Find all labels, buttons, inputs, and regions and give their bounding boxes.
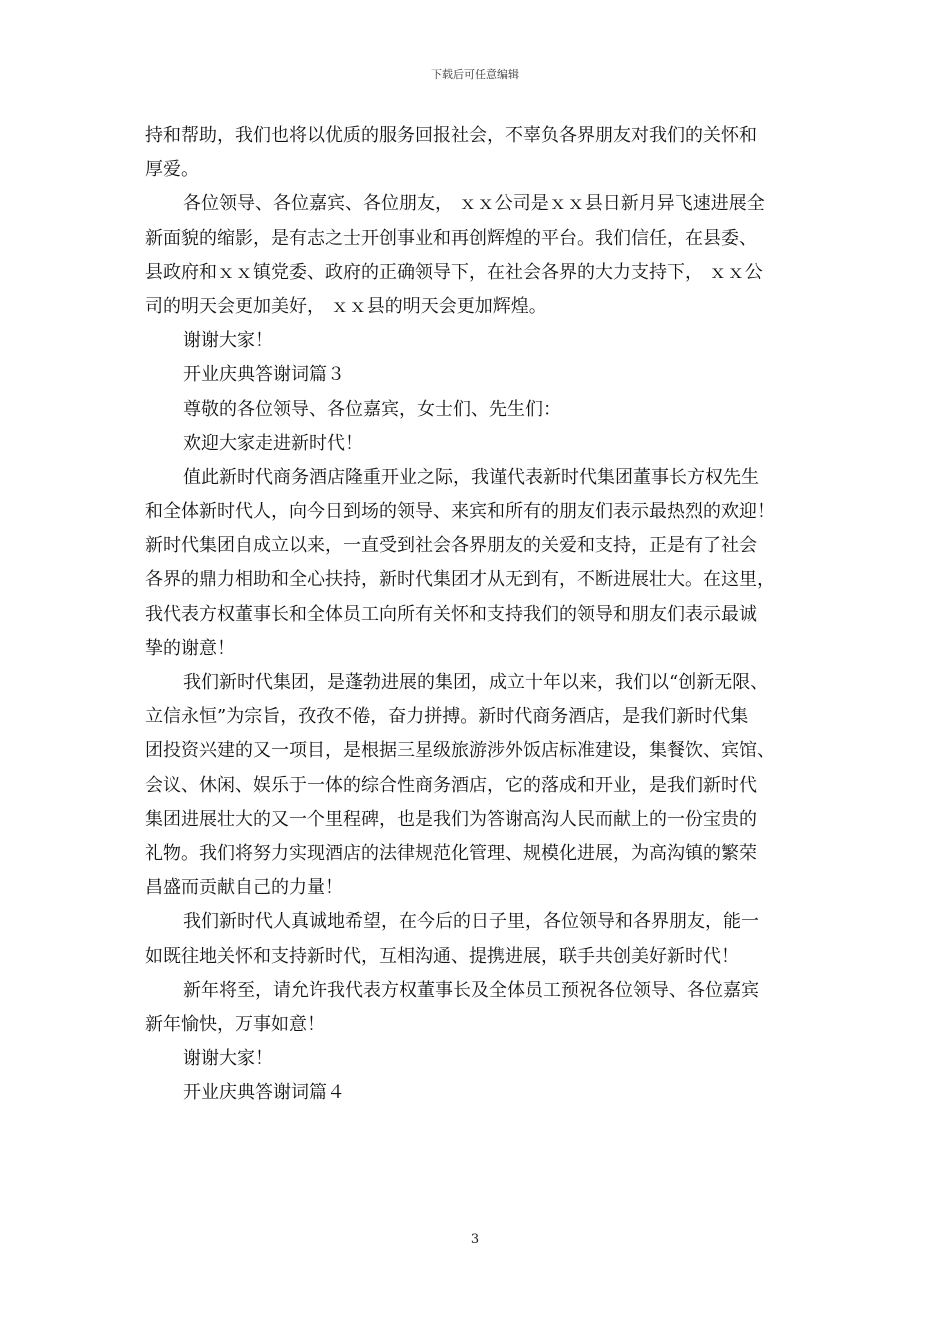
text-line: 持和帮助，我们也将以优质的服务回报社会，不辜负各界朋友对我们的关怀和 [145,125,757,146]
text-line: 司的明天会更加美好， ｘｘ县的明天会更加辉煌。 [145,295,547,317]
section-heading: 开业庆典答谢词篇３ [183,364,345,386]
text-line: 会议、休闲、娱乐于一体的综合性商务酒店，它的落成和开业，是我们新时代 [145,774,757,796]
section-heading: 开业庆典答谢词篇４ [183,1082,345,1104]
text-line: 值此新时代商务酒店隆重开业之际，我谨代表新时代集团董事长方权先生 [183,466,759,488]
text-line: 谢谢大家！ [183,330,273,352]
text-line: 县政府和ｘｘ镇党委、政府的正确领导下，在社会各界的大力支持下， ｘｘ公 [145,261,763,283]
text-line: 新年愉快，万事如意！ [145,1013,325,1035]
text-line: 团投资兴建的又一项目，是根据三星级旅游涉外饭店标准建设，集餐饮、宾馆、 [145,740,775,762]
page-header-note: 下载后可任意编辑 [431,68,519,81]
text-line: 尊敬的各位领导、各位嘉宾，女士们、先生们： [183,398,561,420]
text-line: 厚爱。 [145,159,199,181]
text-line: 新年将至，请允许我代表方权董事长及全体员工预祝各位领导、各位嘉宾 [183,979,759,1001]
text-line: 我代表方权董事长和全体员工向所有关怀和支持我们的领导和朋友们表示最诚 [145,603,757,625]
text-line: 各位领导、各位嘉宾、各位朋友， ｘｘ公司是ｘｘ县日新月异飞速进展全 [183,193,765,215]
text-line: 立信永恒”为宗旨，孜孜不倦，奋力拼搏。新时代商务酒店，是我们新时代集 [145,706,749,728]
text-line: 各界的鼎力相助和全心扶持，新时代集团才从无到有，不断进展壮大。在这里， [145,569,775,591]
text-line: 谢谢大家！ [183,1048,273,1070]
text-line: 和全体新时代人，向今日到场的领导、来宾和所有的朋友们表示最热烈的欢迎！ [145,501,775,523]
text-line: 欢迎大家走进新时代！ [183,432,363,454]
text-line: 集团进展壮大的又一个里程碑，也是我们为答谢高沟人民而献上的一份宝贵的 [145,808,757,830]
text-line: 我们新时代集团，是蓬勃进展的集团，成立十年以来，我们以“创新无限、 [183,672,769,693]
text-line: 我们新时代人真诚地希望，在今后的日子里，各位领导和各界朋友，能一 [183,911,759,933]
text-line: 挚的谢意！ [145,637,235,659]
document-body [145,119,809,1110]
text-line: 新面貌的缩影，是有志之士开创事业和再创辉煌的平台。我们信任，在县委、 [145,227,757,249]
text-line: 昌盛而贡献自己的力量！ [145,877,343,899]
text-line: 新时代集团自成立以来，一直受到社会各界朋友的关爱和支持，正是有了社会 [145,535,757,557]
page-number: 3 [470,1232,480,1247]
text-line: 礼物。我们将努力实现酒店的法律规范化管理、规模化进展，为高沟镇的繁荣 [145,842,757,864]
text-line: 如既往地关怀和支持新时代，互相沟通、提携进展，联手共创美好新时代！ [145,945,739,967]
